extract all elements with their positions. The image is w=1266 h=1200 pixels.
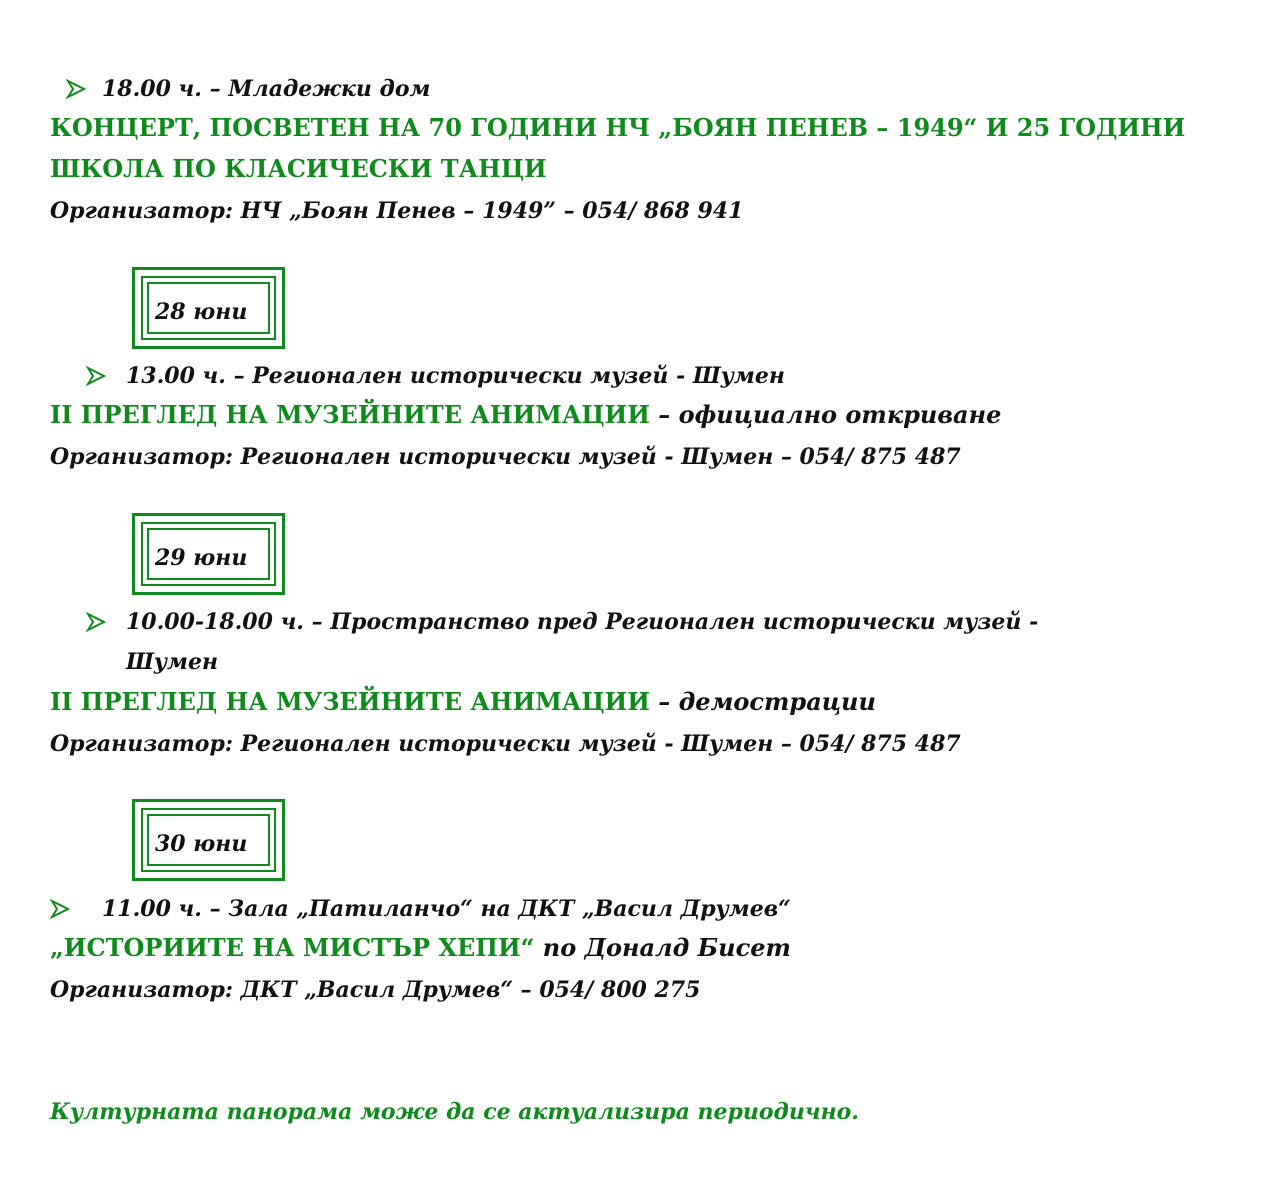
date-box [132, 799, 285, 881]
event-title-suffix: – демострации [649, 687, 876, 716]
event-organizer: Организатор: Регионален исторически музей - Шумен – 054/ 875 487 [50, 444, 961, 470]
date-box [132, 513, 285, 595]
footer-note: Културната панорама може да се актуализира периодично. [50, 1099, 859, 1125]
event-time-location: 11.00 ч. – Зала „Патиланчо“ на ДКТ „Васил Друмев“ [102, 896, 791, 922]
arrowhead-bullet-icon [86, 366, 106, 386]
date-label: 30 юни [155, 831, 248, 857]
date-box [132, 267, 285, 349]
event-organizer: Организатор: Регионален исторически музей - Шумен – 054/ 875 487 [50, 731, 961, 757]
date-label: 28 юни [155, 299, 248, 325]
arrowhead-bullet-icon [66, 79, 86, 99]
event-title-highlight: II ПРЕГЛЕД НА МУЗЕЙНИТЕ АНИМАЦИИ [50, 687, 650, 716]
event-title-suffix: – официално откриване [649, 400, 1002, 429]
arrowhead-bullet-icon [86, 612, 106, 632]
event-title [50, 400, 1002, 429]
arrowhead-bullet-icon [50, 899, 70, 919]
event-title-suffix: по Доналд Бисет [534, 933, 791, 962]
event-title: КОНЦЕРТ, ПОСВЕТЕН НА 70 ГОДИНИ НЧ „БОЯН ПЕНЕВ – 1949“ И 25 ГОДИНИ [50, 113, 1186, 142]
event-time-location: 18.00 ч. – Младежки дом [102, 76, 431, 102]
date-label: 29 юни [155, 545, 248, 571]
event-time-location-continued: Шумен [126, 649, 219, 675]
event-title [50, 933, 791, 962]
event-organizer: Организатор: НЧ „Боян Пенев – 1949” – 054/ 868 941 [50, 198, 744, 224]
event-time-location: 13.00 ч. – Регионален исторически музей - Шумен [126, 363, 785, 389]
event-time-location: 10.00-18.00 ч. – Пространство пред Регионален исторически музей - [126, 609, 1039, 635]
event-title [50, 687, 876, 716]
event-organizer: Организатор: ДКТ „Васил Друмев“ – 054/ 800 275 [50, 977, 701, 1003]
event-title-continued: ШКОЛА ПО КЛАСИЧЕСКИ ТАНЦИ [50, 154, 547, 183]
event-title-highlight: „ИСТОРИИТЕ НА МИСТЪР ХЕПИ“ [50, 933, 535, 962]
event-title-highlight: II ПРЕГЛЕД НА МУЗЕЙНИТЕ АНИМАЦИИ [50, 400, 650, 429]
